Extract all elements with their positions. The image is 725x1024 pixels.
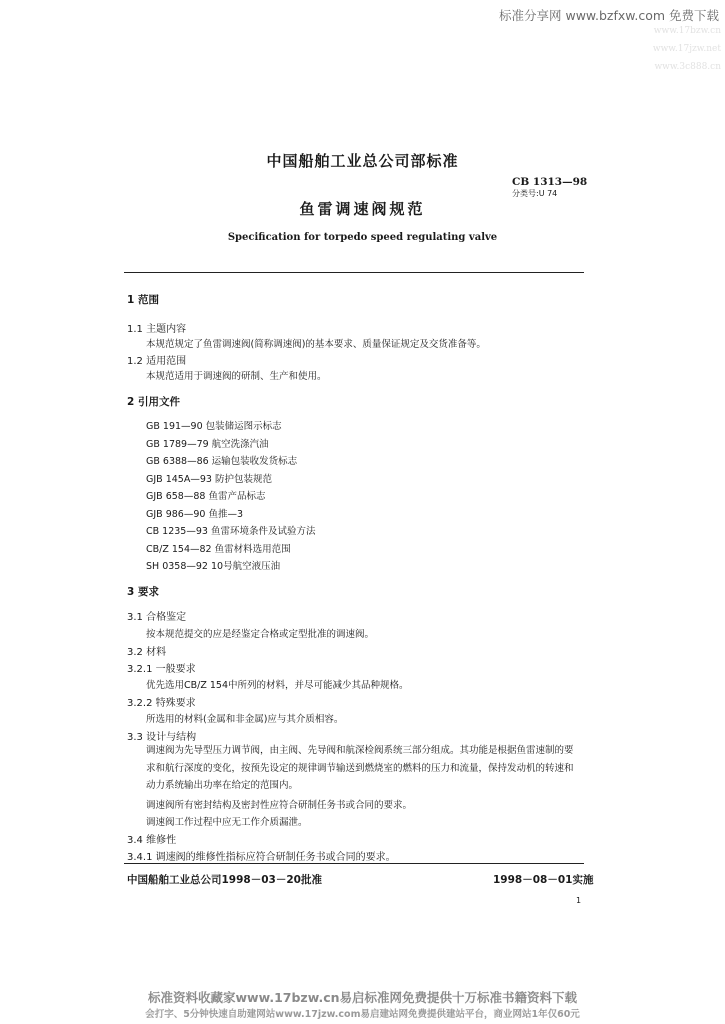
reference-item: GB 6388—86 运输包装收发货标志 <box>146 456 298 467</box>
section-1-1-heading: 1.1 主题内容 <box>127 324 187 335</box>
watermark-faint-1: www.17bzw.cn <box>653 26 721 36</box>
section-3-4-heading: 3.4 维修性 <box>127 835 177 846</box>
reference-item: GJB 658—88 鱼雷产品标志 <box>146 491 266 502</box>
page-number: 1 <box>576 896 582 905</box>
org-title: 中国船舶工业总公司部标准 <box>266 152 459 170</box>
document-title: 鱼雷调速阀规范 <box>299 200 426 218</box>
section-1-2-heading: 1.2 适用范围 <box>127 356 187 367</box>
section-3-3-paragraph-2: 调速阀所有密封结构及密封性应符合研制任务书或合同的要求。 <box>146 800 413 811</box>
section-3-1-text: 按本规范提交的应是经鉴定合格或定型批准的调速阀。 <box>146 629 375 640</box>
section-2-heading: 2 引用文件 <box>127 396 180 408</box>
english-title: Specification for torpedo speed regulating valve <box>227 232 498 243</box>
section-3-2-2-heading: 3.2.2 特殊要求 <box>127 698 196 709</box>
section-3-3-paragraph-3: 调速阀工作过程中应无工作介质漏泄。 <box>146 817 308 828</box>
section-3-2-heading: 3.2 材料 <box>127 647 167 658</box>
section-1-1-text: 本规范规定了鱼雷调速阀(简称调速阀)的基本要求、质量保证规定及交货准备等。 <box>146 339 486 350</box>
reference-item: CB 1235—93 鱼雷环境条件及试验方法 <box>146 526 316 537</box>
section-3-3-heading: 3.3 设计与结构 <box>127 732 197 743</box>
watermark-faint-2: www.17jzw.net <box>652 44 721 54</box>
section-1-2-text: 本规范适用于调速阀的研制、生产和使用。 <box>146 371 327 382</box>
section-3-3-paragraph-1: 调速阀为先导型压力调节阀，由主阀、先导阀和航深检阀系统三部分组成。其功能是根据鱼雷速制的要求和航行深度的变化，按预先设定的规律调节输送到燃烧室的燃料的压力和流量，保持发动机的转速和动力系统输出功率在给定的范围内。 <box>146 745 574 791</box>
reference-item: GJB 145A—93 防护包装规范 <box>146 474 272 485</box>
header-rule <box>124 272 584 273</box>
effective-date: 1998－08－01实施 <box>493 874 594 886</box>
section-3-1-heading: 3.1 合格鉴定 <box>127 612 187 623</box>
reference-item: SH 0358—92 10号航空液压油 <box>146 561 281 572</box>
section-3-2-1-heading: 3.2.1 一般要求 <box>127 664 196 675</box>
section-1-heading: 1 范围 <box>127 294 159 306</box>
section-3-4-1-text: 3.4.1 调速阀的维修性指标应符合研制任务书或合同的要求。 <box>127 852 396 863</box>
standard-code: CB 1313—98 <box>512 176 588 188</box>
reference-item: GB 191—90 包装储运图示标志 <box>146 421 282 432</box>
reference-item: GJB 986—90 鱼推—3 <box>146 509 243 520</box>
section-3-2-1-text: 优先选用CB/Z 154中所列的材料，并尽可能减少其品种规格。 <box>146 680 409 691</box>
watermark-faint-3: www.3c888.cn <box>654 62 721 72</box>
watermark-top: 标准分享网 www.bzfxw.com 免费下载 <box>499 8 719 23</box>
section-3-heading: 3 要求 <box>127 586 159 598</box>
reference-item: CB/Z 154—82 鱼雷材料选用范围 <box>146 544 291 555</box>
section-3-2-2-text: 所选用的材料(金属和非金属)应与其介质相容。 <box>146 714 344 725</box>
reference-item: GB 1789—79 航空洗涤汽油 <box>146 439 269 450</box>
watermark-bottom-1: 标准资料收藏家www.17bzw.cn易启标准网免费提供十万标准书籍资料下载 <box>147 990 578 1005</box>
classification-code: 分类号:U 74 <box>512 189 558 198</box>
approval-date: 中国船舶工业总公司1998－03－20批准 <box>127 874 322 886</box>
footer-rule <box>124 863 584 864</box>
watermark-bottom-2: 会打字、5分钟快速自助建网站www.17jzw.com易启建站网免费提供建站平台，商业网站1年仅60元 <box>145 1009 580 1020</box>
